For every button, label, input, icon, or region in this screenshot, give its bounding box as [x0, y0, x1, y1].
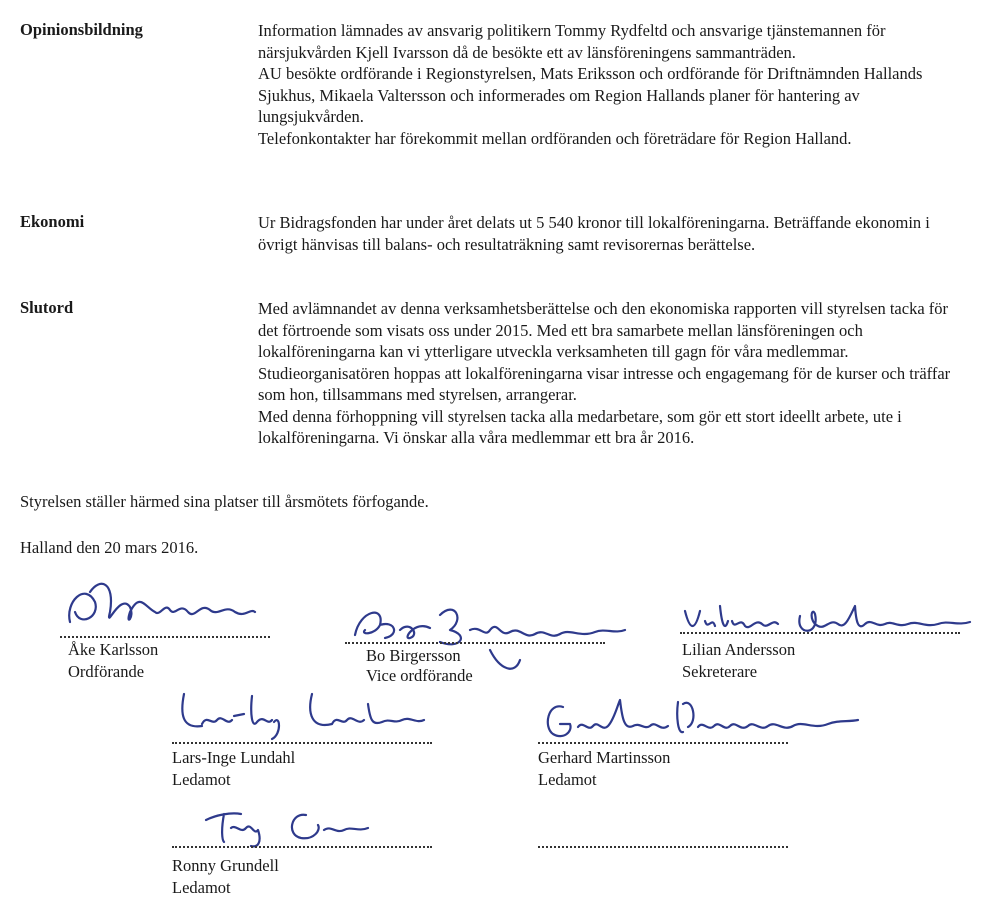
signature-line	[172, 846, 432, 848]
handwritten-signature	[172, 684, 452, 744]
section-title: Slutord	[20, 298, 74, 317]
handwritten-signature	[60, 572, 260, 642]
paragraph: Ur Bidragsfonden har under året delats ut 5 540 kronor till lokalföreningarna. Beträffande ekonomin i övrigt hänvisas till balans- och resultaträkning samt revisorernas berättelse.	[258, 213, 930, 254]
section-body	[258, 298, 958, 449]
signature-line	[680, 632, 960, 634]
paragraph: Information lämnades av ansvarig politikern Tommy Rydfeltd och ansvarige tjänstemannen för närsjukvården Kjell Ivarsson då de besökte ett av länsföreningens sammanträden.	[258, 21, 886, 62]
signatory-role: Ledamot	[172, 878, 231, 897]
blank-signature-line	[538, 846, 788, 848]
signatory-role: Ledamot	[538, 770, 597, 789]
signatory-role: Ordförande	[68, 662, 145, 681]
paragraph: Telefonkontakter har förekommit mellan ordföranden och företrädare för Region Halland.	[258, 128, 852, 148]
handwritten-signature	[680, 596, 980, 646]
section-body	[258, 212, 958, 255]
signatory-name: Lilian Andersson	[682, 640, 796, 659]
signatory-role: Ledamot	[172, 770, 231, 789]
signatory-name: Lars-Inge Lundahl	[172, 748, 296, 767]
signatory-role: Vice ordförande	[366, 666, 473, 685]
signature-line	[60, 636, 270, 638]
closing-statement: Styrelsen ställer härmed sina platser till årsmötets förfogande.	[20, 492, 429, 511]
signatory-name: Åke Karlsson	[68, 640, 159, 659]
signatory-name: Bo Birgersson	[366, 646, 461, 665]
signature-line	[538, 742, 788, 744]
handwritten-signature	[196, 800, 376, 850]
signatory-role: Sekreterare	[682, 662, 758, 681]
signatory-name: Gerhard Martinsson	[538, 748, 671, 767]
signature-line	[345, 642, 605, 644]
section-body	[258, 20, 958, 149]
section-title: Ekonomi	[20, 212, 85, 231]
section-title: Opinionsbildning	[20, 20, 143, 39]
place-date: Halland den 20 mars 2016.	[20, 538, 199, 557]
paragraph: Med avlämnandet av denna verksamhetsberättelse och den ekonomiska rapporten vill styrelsen tacka för det förtroende som visats oss under 2015. Med ett bra samarbete mellan länsföreningen och lokalföreningarna kan vi ytterligare utveckla verksamheten till gagn för våra medlemmar. Studieorganisatören hoppas att lokalföreningarna visar intresse och engagemang för de kurser och träffar som hon, tillsammans med styrelsen, arrangerar.	[258, 299, 951, 404]
paragraph: AU besökte ordförande i Regionstyrelsen, Mats Eriksson och ordförande för Driftnämnden Hallands Sjukhus, Mikaela Valtersson och informerades om Region Hallands planer för hantering av lungsjukvården.	[258, 64, 923, 126]
signatory-name: Ronny Grundell	[172, 856, 279, 875]
signature-line	[172, 742, 432, 744]
paragraph: Med denna förhoppning vill styrelsen tacka alla medarbetare, som gör ett stort ideellt arbete, ute i lokalföreningarna. Vi önskar alla våra medlemmar ett bra år 2016.	[258, 406, 902, 447]
